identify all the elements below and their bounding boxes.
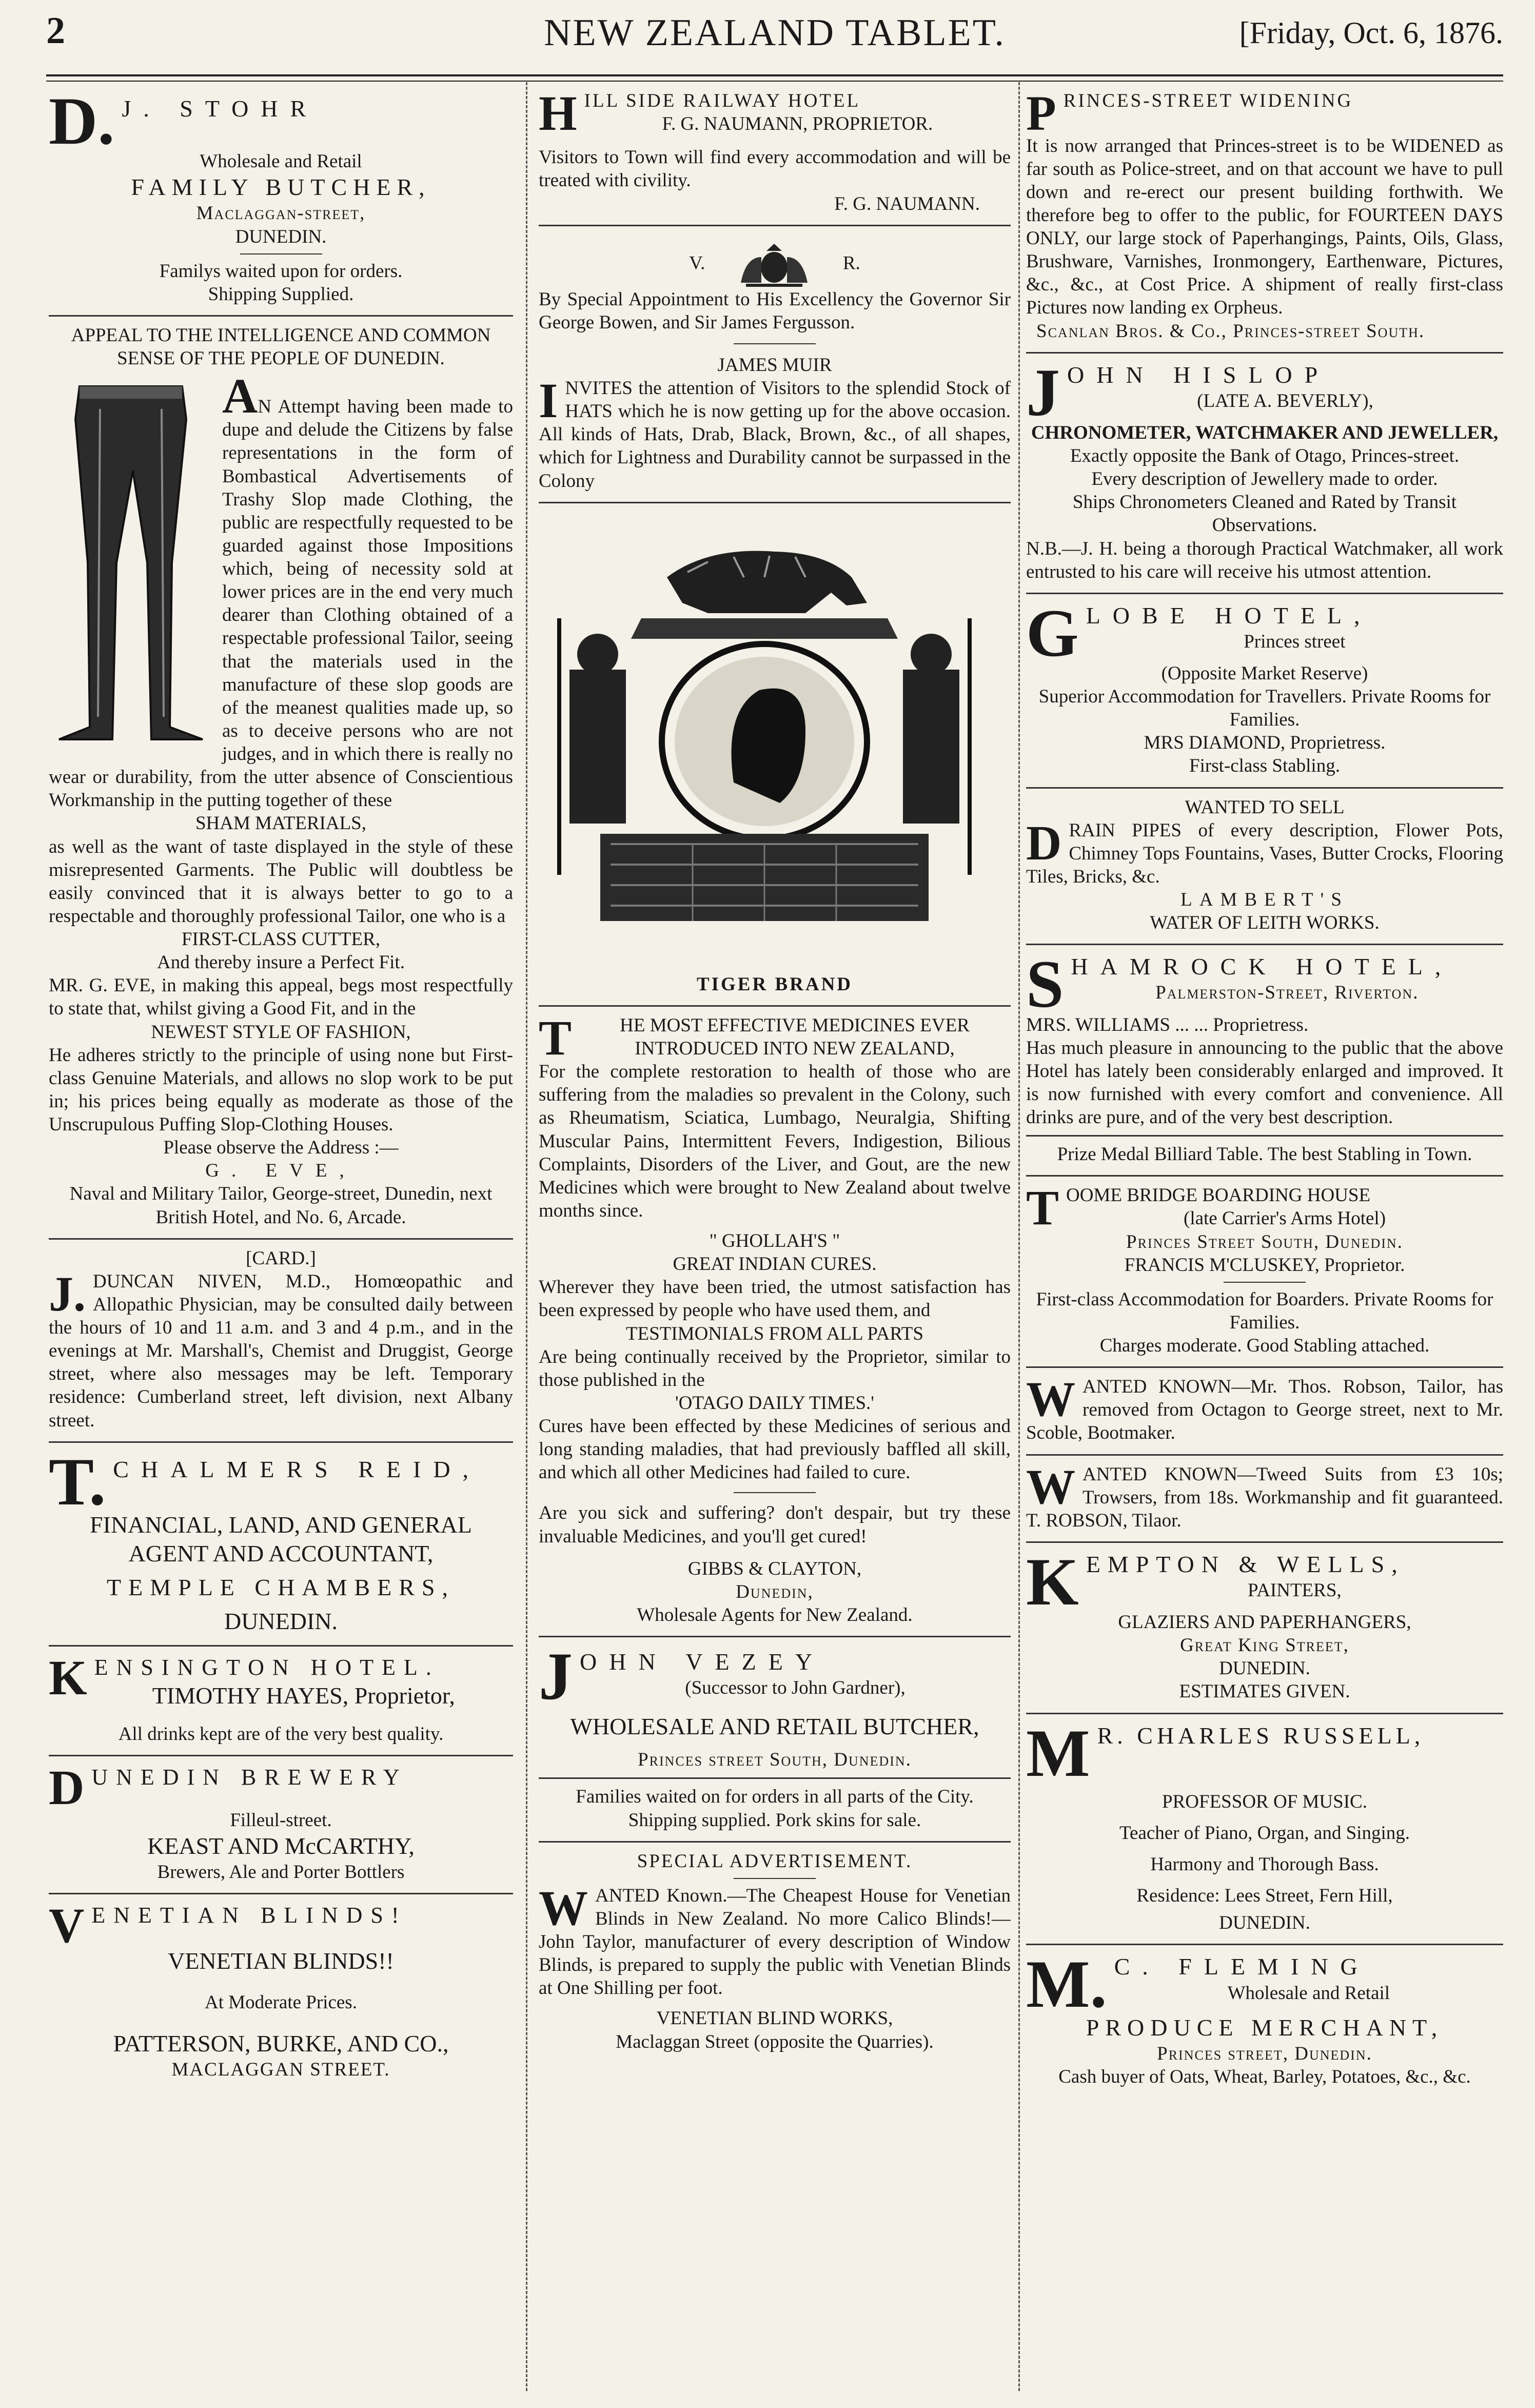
ad-line: F. G. NAUMANN, PROPRIETOR.	[662, 113, 933, 135]
ad-line: Exactly opposite the Bank of Otago, Princes-street.	[1070, 445, 1460, 467]
advertiser-name: C. FLEMING	[1114, 1953, 1370, 1980]
drop-initial: D	[1026, 815, 1062, 870]
ad-line: Cash buyer of Oats, Wheat, Barley, Potatoes, &c., &c.	[1058, 2066, 1471, 2087]
advertiser-name: R. CHARLES RUSSELL,	[1097, 1722, 1425, 1749]
ad-hislop-watchmaker	[1026, 354, 1503, 594]
ad-body: MR. G. EVE, in making this appeal, begs most respectfully to state that, whilst giving a Good Fit, and in the	[49, 975, 513, 1020]
ad-line: And thereby insure a Perfect Fit.	[157, 952, 405, 973]
ad-line: FAMILY BUTCHER,	[131, 174, 431, 201]
advertiser-name: LOBE HOTEL,	[1086, 602, 1372, 629]
ad-body: It is now arranged that Princes-street is to be WIDENED as far south as Police-street, and on that account we have to pull down and re-erect our present building forthwith. We therefore beg to offer to the public, for FOURTEEN DAYS ONLY, our large stock of Paperhangings, Paints, Oils, Glass, Brushware, Varnishes, Ironmongery, Earthenware, Pictures, &c., &c., at Cost Price. A shipment of really first-class Pictures now landing ex Orpheus.	[1026, 135, 1503, 319]
ad-line: PRODUCE MERCHANT,	[1086, 2014, 1444, 2041]
advertiser-name: ENETIAN BLINDS!	[91, 1903, 407, 1928]
ad-line: VENETIAN BLIND WORKS,	[656, 2008, 893, 2029]
ad-line: DUNEDIN.	[224, 1608, 338, 1635]
royal-r: R.	[842, 252, 860, 274]
ad-body: By Special Appointment to His Excellency the Governor Sir George Bowen, and Sir James Fergusson.	[539, 288, 1011, 333]
advertiser-name: ENSINGTON HOTEL.	[94, 1655, 440, 1680]
ad-line: Superior Accommodation for Travellers. Private Rooms for Families.	[1038, 686, 1491, 731]
ad-line: Every description of Jewellery made to order.	[1091, 468, 1438, 490]
ad-line: First-class Stabling.	[1189, 755, 1340, 777]
ad-body: Has much pleasure in announcing to the public that the above Hotel has lately been considerably enlarged and improved. It is now furnished with every comfort and convenience. All drinks are pure, and of the very best description.	[1026, 1037, 1503, 1128]
ad-line: F. G. NAUMANN.	[834, 193, 980, 214]
royal-crest-icon	[731, 242, 818, 288]
ad-kempton-wells	[1026, 1543, 1503, 1714]
newspaper-title: NEW ZEALAND TABLET.	[544, 12, 1006, 54]
ad-body: as well as the want of taste displayed in the style of these misrepresented Garments. The Public will doubtless be easily convinced that it is always better to go to a respectable and thoroughly professional Tailor, one who is a	[49, 836, 513, 927]
ad-line: [CARD.]	[246, 1247, 316, 1269]
ad-line: Naval and Military Tailor, George-street, Dunedin, next British Hotel, and No. 6, Arcade.	[69, 1183, 493, 1228]
ad-toome-bridge	[1026, 1177, 1503, 1368]
ad-line: All drinks kept are of the very best quality.	[118, 1724, 444, 1745]
ad-hillside-hotel	[539, 82, 1011, 226]
ad-heading: APPEAL TO THE INTELLIGENCE AND COMMON SENSE OF THE PEOPLE OF DUNEDIN.	[71, 324, 491, 369]
short-rule	[1224, 1282, 1306, 1283]
page-number: 2	[46, 10, 65, 52]
ad-line: Wholesale Agents for New Zealand.	[637, 1604, 913, 1626]
advertiser-name: CHALMERS REID,	[113, 1456, 481, 1482]
masthead-rule	[46, 74, 1503, 82]
rule	[539, 1777, 1011, 1779]
ad-line: DUNEDIN.	[1219, 1658, 1310, 1679]
ad-heading: WANTED TO SELL	[1185, 796, 1345, 818]
ad-line: Princes street South, Dunedin.	[638, 1749, 912, 1771]
ad-body: For the complete restoration to health of those who are suffering from the maladies so prevalent in the Colony, such as Rheumatism, Sciatica, Lumbago, Neuralgia, Shifting Muscular Pains, Intermittent Fevers, Indigestion, Bilious Complaints, Disorders of the Liver, and Gout, are the new Medicines which were brought to New Zealand about twelve months since.	[539, 1061, 1011, 1221]
ad-line: FIRST-CLASS CUTTER,	[181, 929, 381, 950]
ad-line: Prize Medal Billiard Table. The best Stabling in Town.	[1057, 1144, 1472, 1165]
ad-line: FINANCIAL, LAND, AND GENERAL	[90, 1511, 472, 1538]
ad-line: Ships Chronometers Cleaned and Rated by Transit Observations.	[1072, 492, 1457, 536]
issue-date: [Friday, Oct. 6, 1876.	[1239, 16, 1503, 50]
drop-initial: J	[1026, 360, 1060, 421]
ad-body: DUNCAN NIVEN, M.D., Homœopathic and Allopathic Physician, may be consulted daily between the hours of 10 and 11 a.m. and 3 and 4 p.m., and in the evenings at Mr. Marshall's, Chemist and Druggist, George street, where also messages may be left. Temporary residence: Cumberland street, left division, next Albany street.	[49, 1270, 513, 1431]
ad-line: Princes Street South, Dunedin.	[1126, 1231, 1403, 1252]
ad-line: Familys waited upon for orders.	[159, 260, 403, 282]
brand-label: TIGER BRAND	[696, 973, 853, 995]
ad-heading: SPECIAL ADVERTISEMENT.	[637, 1850, 913, 1872]
drop-initial: W	[1026, 1459, 1075, 1514]
ad-line: ESTIMATES GIVEN.	[1179, 1681, 1350, 1702]
drop-initial: P	[1026, 89, 1056, 134]
ad-venetian-blinds	[49, 1894, 513, 2090]
drop-initial: W	[539, 1880, 588, 1935]
ad-body: RAIN PIPES of every description, Flower Pots, Chimney Tops Fountains, Vases, Butter Crocks, Flooring Tiles, Bricks, &c.	[1026, 819, 1503, 887]
ad-line: First-class Accommodation for Boarders. Private Rooms for Families.	[1036, 1288, 1493, 1333]
advertiser-name: G. EVE,	[205, 1160, 357, 1182]
ad-dunedin-brewery	[49, 1756, 513, 1894]
ad-line: TIMOTHY HAYES, Proprietor,	[152, 1682, 455, 1709]
ad-special-venetian	[539, 1843, 1011, 2063]
ad-body: NVITES the attention of Visitors to the splendid Stock of HATS which he is now getting up for the above occasion. All kinds of Hats, Drab, Black, Brown, &c., of all shapes, which for Lightness and Durability cannot be surpassed in the Colony	[539, 378, 1011, 492]
ad-heading: HE MOST EFFECTIVE MEDICINES EVER INTRODUCED INTO NEW ZEALAND,	[620, 1014, 970, 1059]
drop-initial: M.	[1026, 1952, 1107, 2013]
short-rule	[240, 253, 322, 254]
ad-line: Residence: Lees Street, Fern Hill,	[1136, 1885, 1393, 1907]
ad-line: Dunedin,	[736, 1581, 814, 1602]
ad-line: Charges moderate. Good Stabling attached.	[1099, 1335, 1430, 1357]
advertiser-name: OOME BRIDGE BOARDING HOUSE	[1066, 1185, 1371, 1206]
ad-line: (Successor to John Gardner),	[685, 1677, 906, 1699]
short-rule	[734, 1492, 816, 1493]
ad-heading: RINCES-STREET WIDENING	[1063, 90, 1353, 111]
ad-line: PATTERSON, BURKE, AND CO.,	[113, 2030, 449, 2057]
drop-initial: J.	[49, 1266, 86, 1321]
ad-fleming-produce	[1026, 1945, 1503, 2098]
drop-initial: K	[1026, 1550, 1079, 1611]
ad-body: N Attempt having been made to dupe and delude the Citizens by false representations in the form of Bombastical Advertisements of Trashy Slop made Clothing, the public are respectfully requested to be guarded against those Impositions which, being of necessity sold at lower prices are in the end very much dearer than Clothing obtained of a respectable professional Tailor, seeing that the materials used in the manufacture of these slop goods are of the meanest qualities made up, so as to deceive persons who are not judges, and in which there is really no wear or durability, from the utter absence of Conscientious Workmanship in the putting together of these	[49, 396, 513, 811]
drop-initial: H	[539, 89, 577, 136]
ad-line: Maclaggan Street (opposite the Quarries).	[616, 2031, 934, 2052]
ad-line: FRANCIS M'CLUSKEY, Proprietor.	[1124, 1254, 1405, 1276]
advertiser-name: LAMBERT'S	[1180, 889, 1349, 911]
masthead	[46, 9, 1503, 71]
ad-globe-hotel	[1026, 594, 1503, 789]
ad-line: Wholesale and Retail	[200, 151, 362, 172]
column-divider	[526, 82, 527, 2391]
ad-line: MACLAGGAN STREET.	[171, 2059, 390, 2081]
drop-initial: D.	[49, 89, 115, 150]
ad-line: Shipping supplied. Pork skins for sale.	[628, 1809, 921, 1831]
ad-line: AGENT AND ACCOUNTANT,	[128, 1540, 434, 1567]
ad-niven-physician	[49, 1240, 513, 1443]
ad-line: (Opposite Market Reserve)	[1161, 662, 1368, 684]
ad-shamrock-hotel	[1026, 945, 1503, 1177]
ad-line: At Moderate Prices.	[205, 1991, 357, 2013]
rule	[1026, 1135, 1503, 1137]
ad-line: Great King Street,	[1180, 1635, 1349, 1656]
ad-line: (late Carrier's Arms Hotel)	[1184, 1208, 1386, 1229]
ad-stohr-butcher	[49, 82, 513, 317]
tiger-brand-illustration	[539, 516, 990, 977]
ad-line: Brewers, Ale and Porter Bottlers	[157, 1862, 405, 1883]
ad-body: Visitors to Town will find every accommodation and will be treated with civility.	[539, 147, 1011, 191]
advertiser-name: EMPTON & WELLS,	[1086, 1551, 1405, 1577]
advertiser-name: JAMES MUIR	[717, 354, 832, 376]
ad-line: PAINTERS,	[1248, 1580, 1342, 1601]
ad-body: He adheres strictly to the principle of using none but First-class Genuine Materials, and allows no slop work to be put in; his prices being equally as moderate as those of the Unscrupulous Puffing Slop-Clothing Houses.	[49, 1044, 513, 1136]
ad-line: VENETIAN BLINDS!!	[168, 1947, 394, 1974]
advertiser-name: J. STOHR	[122, 95, 319, 122]
advertiser-name: OHN HISLOP	[1067, 361, 1330, 388]
ad-robson-suits	[1026, 1456, 1503, 1543]
drop-initial: W	[1026, 1372, 1075, 1427]
ad-line: KEAST AND McCARTHY,	[147, 1832, 415, 1859]
drop-initial: M	[1026, 1721, 1090, 1782]
ad-gollahs-medicines	[539, 1007, 1011, 1637]
ad-line: (LATE A. BEVERLY),	[1197, 390, 1373, 412]
ad-body: Are you sick and suffering? don't despair, but try these invaluable Medicines, and you'll get cured!	[539, 1502, 1011, 1547]
ad-line: WATER OF LEITH WORKS.	[1150, 912, 1380, 934]
short-rule	[734, 343, 816, 344]
ad-body: ANTED Known.—The Cheapest House for Venetian Blinds in New Zealand. No more Calico Blinds!—John Taylor, manufacturer of every description of Window Blinds, is prepared to supply the public with Venetian Blinds at One Shilling per foot.	[539, 1885, 1011, 1999]
ad-body: Wherever they have been tried, the utmost satisfaction has been expressed by people who have used them, and	[539, 1277, 1011, 1321]
drop-initial: I	[539, 373, 558, 428]
ad-robson-removed	[1026, 1368, 1503, 1455]
ad-line: SHAM MATERIALS,	[195, 813, 367, 834]
ad-line: Palmerston-Street, Riverton.	[1155, 982, 1419, 1004]
royal-v: V.	[689, 252, 705, 274]
ad-line: Please observe the Address :—	[163, 1137, 399, 1159]
drop-initial: J	[539, 1645, 573, 1706]
ad-line: GREAT INDIAN CURES.	[673, 1254, 877, 1275]
ad-line: Filleul-street.	[230, 1809, 332, 1831]
ad-line: WHOLESALE AND RETAIL BUTCHER,	[570, 1713, 979, 1740]
ad-body: ANTED KNOWN—Mr. Thos. Robson, Tailor, has removed from Octagon to George street, next to Mr. Scoble, Bootmaker.	[1026, 1376, 1503, 1444]
ad-lambert-pipes	[1026, 789, 1503, 946]
ad-line: DUNEDIN.	[235, 226, 327, 247]
drop-initial: S	[1026, 952, 1064, 1013]
ad-line: Scanlan Bros. & Co., Princes-street South.	[1036, 320, 1425, 342]
ad-vezey-butcher	[539, 1637, 1011, 1843]
ad-eve-tailor	[49, 317, 513, 1240]
ad-line: Families waited on for orders in all parts of the City.	[576, 1786, 974, 1808]
trousers-illustration	[49, 378, 213, 748]
ad-line: Harmony and Thorough Bass.	[1150, 1854, 1379, 1875]
ad-line: DUNEDIN.	[1219, 1912, 1310, 1934]
ad-line: GLAZIERS AND PAPERHANGERS,	[1118, 1612, 1411, 1633]
ad-line: Princes street	[1244, 631, 1346, 652]
ad-line: Maclaggan-street,	[196, 203, 366, 224]
ad-line: PROFESSOR OF MUSIC.	[1162, 1791, 1367, 1812]
drop-initial: T	[539, 1013, 572, 1061]
column-divider	[1018, 82, 1020, 2391]
ad-body: ANTED KNOWN—Tweed Suits from £3 10s; Trowsers, from 18s. Workmanship and fit guaranteed. T. ROBSON, Tilaor.	[1026, 1463, 1503, 1531]
ad-line: Shipping Supplied.	[208, 283, 354, 305]
drop-initial: T.	[49, 1450, 106, 1511]
ad-russell-music	[1026, 1714, 1503, 1946]
ad-line: Princes street, Dunedin.	[1157, 2043, 1372, 2064]
ad-muir-hats	[539, 226, 1011, 503]
ad-line: CHRONOMETER, WATCHMAKER AND JEWELLER,	[1031, 422, 1499, 443]
column-right	[1026, 82, 1503, 2399]
ad-body: Are being continually received by the Proprietor, similar to those published in the	[539, 1346, 1011, 1391]
ad-line: 'OTAGO DAILY TIMES.'	[675, 1392, 874, 1414]
ad-line: Teacher of Piano, Organ, and Singing.	[1119, 1822, 1410, 1844]
ad-body: Cures have been effected by these Medicines of serious and long standing maladies, that had previously baffled all skill, and which all other Medicines had failed to cure.	[539, 1416, 1011, 1483]
ad-chalmers-reid	[49, 1443, 513, 1647]
ad-line: Wholesale and Retail	[1227, 1982, 1390, 2004]
ad-tiger-brand	[539, 503, 1011, 1007]
drop-initial: K	[49, 1654, 87, 1706]
drop-initial: T	[1026, 1184, 1059, 1230]
drop-initial: A	[222, 368, 258, 424]
ad-line: MRS DIAMOND, Proprietress.	[1144, 732, 1386, 754]
ad-line: TESTIMONIALS FROM ALL PARTS	[626, 1323, 923, 1344]
ad-body: N.B.—J. H. being a thorough Practical Watchmaker, all work entrusted to his care will receive his utmost attention.	[1026, 538, 1503, 582]
ad-line: TEMPLE CHAMBERS,	[107, 1574, 455, 1601]
ad-scanlan-widening	[1026, 82, 1503, 354]
advertiser-name: UNEDIN BREWERY	[91, 1765, 408, 1790]
drop-initial: G	[1026, 601, 1079, 662]
advertiser-name: OHN VEZEY	[580, 1649, 825, 1675]
ad-line: MRS. WILLIAMS ... ... Proprietress.	[1026, 1014, 1309, 1035]
ad-line: " GHOLLAH'S "	[709, 1230, 840, 1251]
short-rule	[734, 1878, 816, 1879]
ad-line: NEWEST STYLE OF FASHION,	[151, 1021, 411, 1043]
column-middle	[539, 82, 1011, 2399]
advertiser-name: ILL SIDE RAILWAY HOTEL	[584, 90, 861, 111]
ad-line: GIBBS & CLAYTON,	[687, 1558, 862, 1579]
drop-initial: D	[49, 1764, 85, 1809]
drop-initial: V	[49, 1902, 85, 1947]
column-left	[49, 82, 513, 2399]
advertiser-name: HAMROCK HOTEL,	[1071, 953, 1453, 980]
ad-kensington-hotel	[49, 1647, 513, 1756]
